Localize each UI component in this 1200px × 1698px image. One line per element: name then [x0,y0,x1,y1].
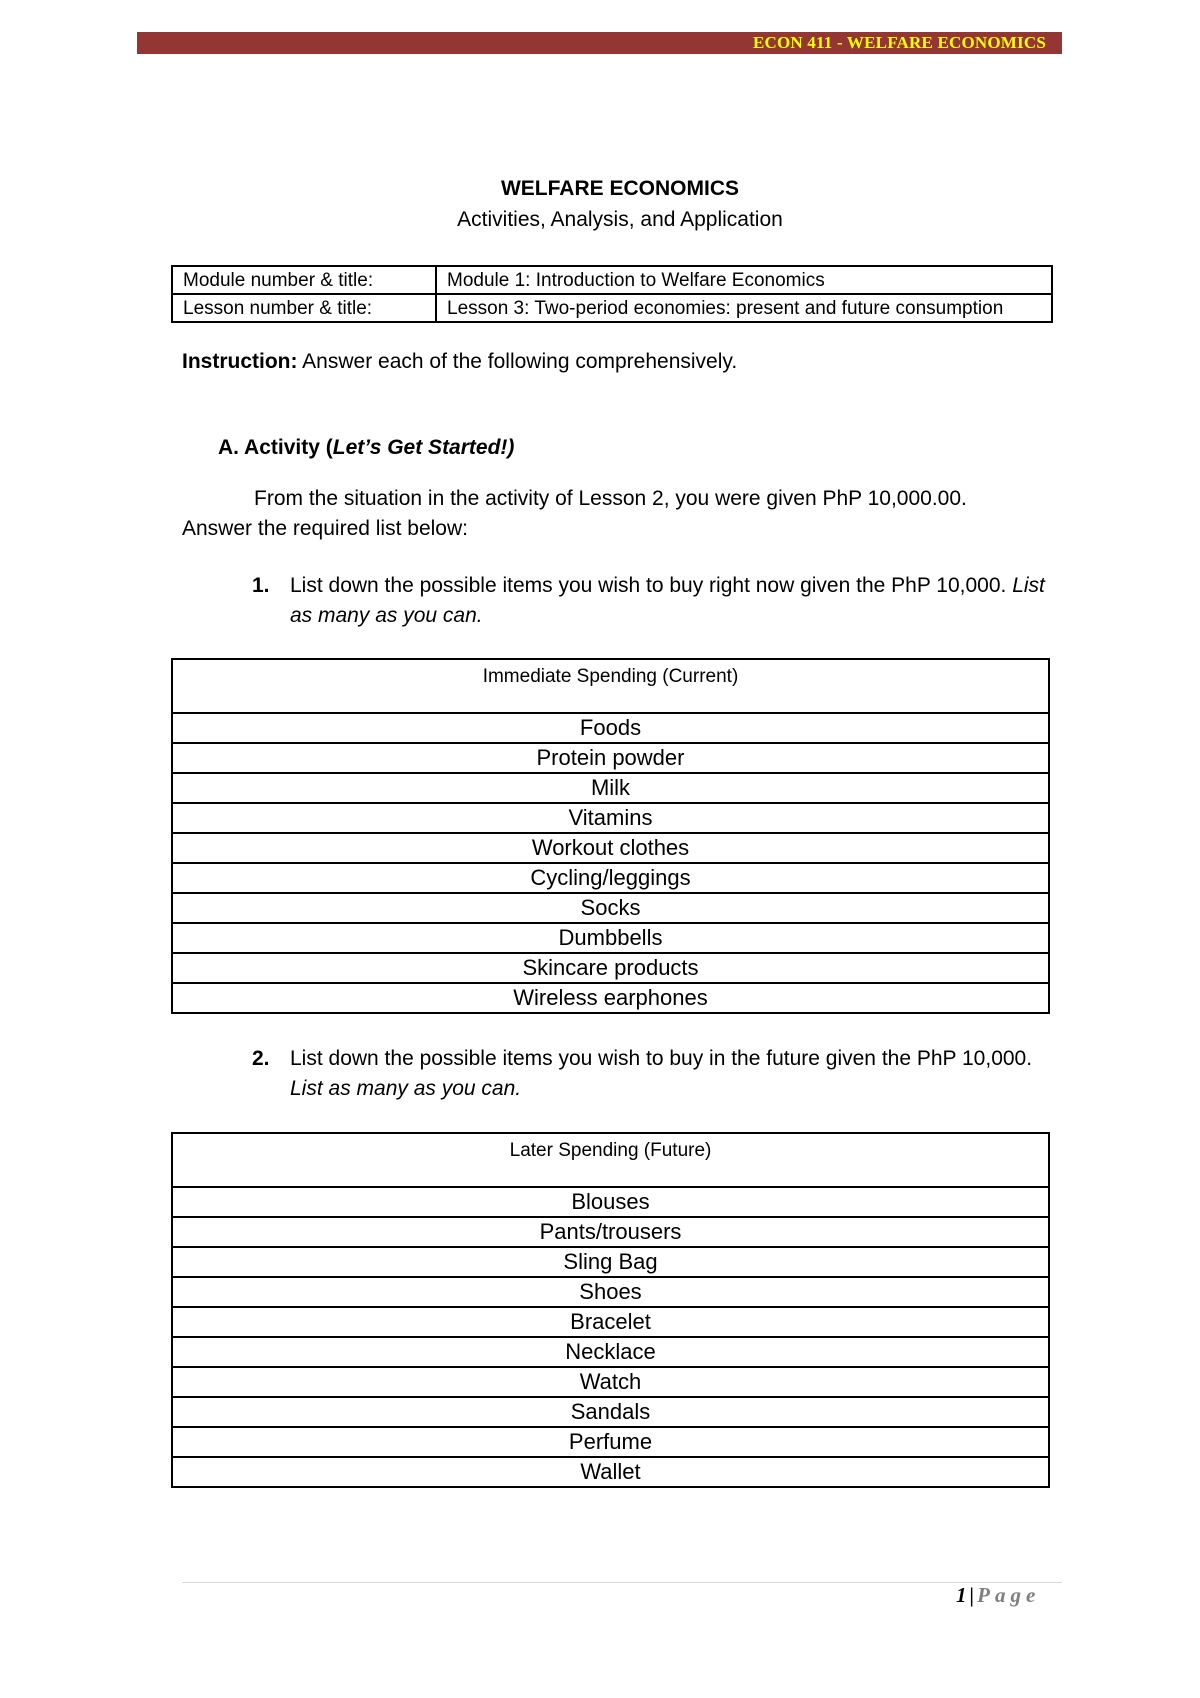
module-row [172,266,1052,294]
question-1-number: 1. [252,574,270,597]
lesson-value: Lesson 3: Two-period economies: present and future consumption [436,294,1052,322]
question-1 [252,571,1052,631]
future-item: Shoes [172,1277,1049,1307]
current-item: Dumbbells [172,923,1049,953]
future-item: Pants/trousers [172,1217,1049,1247]
lesson-label: Lesson number & title: [172,294,436,322]
future-item: Blouses [172,1187,1049,1217]
document-title: WELFARE ECONOMICS [500,177,739,200]
future-item: Perfume [172,1427,1049,1457]
instruction-text: Answer each of the following comprehensively. [297,350,738,373]
current-item: Milk [172,773,1049,803]
question-1-text [290,571,1052,631]
section-a-heading [218,436,514,460]
question-2-number: 2. [252,1047,270,1070]
current-spending-header: Immediate Spending (Current) [172,659,1049,713]
future-spending-table [171,1132,1050,1488]
module-label: Module number & title: [172,266,436,294]
question-2-body: List down the possible items you wish to buy in the future given the PhP 10,000. [290,1047,1033,1070]
current-item: Cycling/leggings [172,863,1049,893]
future-item: Necklace [172,1337,1049,1367]
lesson-row [172,294,1052,322]
question-2 [252,1044,1052,1104]
current-item: Foods [172,713,1049,743]
instruction-label: Instruction: [182,350,298,373]
page-number: 1 [956,1583,967,1607]
question-1-body: List down the possible items you wish to buy right now given the PhP 10,000. [290,574,1013,597]
current-item: Workout clothes [172,833,1049,863]
question-1-emphasis: List as many as you can. [290,574,1045,627]
section-a-prefix: A. Activity ( [218,436,333,459]
future-item: Bracelet [172,1307,1049,1337]
current-item: Wireless earphones [172,983,1049,1013]
current-item: Socks [172,893,1049,923]
future-item: Watch [172,1367,1049,1397]
question-2-text [290,1044,1052,1104]
future-item: Sandals [172,1397,1049,1427]
footer-divider [182,1582,1062,1583]
page-label: Page [977,1583,1041,1607]
intro-paragraph: From the situation in the activity of Lesson 2, you were given PhP 10,000.00. Answer the required list below: [182,487,967,540]
current-item: Vitamins [172,803,1049,833]
future-item: Sling Bag [172,1247,1049,1277]
module-info-table [171,265,1053,323]
future-spending-header: Later Spending (Future) [172,1133,1049,1187]
question-2-emphasis: List as many as you can. [290,1077,522,1100]
instruction [182,350,737,374]
section-a-title: Let’s Get Started!) [332,436,515,459]
header-bar [137,32,1062,54]
current-spending-table [171,658,1050,1014]
page-footer [956,1583,1040,1608]
page-separator: | [969,1583,975,1607]
document-subtitle: Activities, Analysis, and Application [457,208,783,231]
current-item: Skincare products [172,953,1049,983]
module-value: Module 1: Introduction to Welfare Economics [436,266,1052,294]
current-item: Protein powder [172,743,1049,773]
future-item: Wallet [172,1457,1049,1487]
course-header: ECON 411 - WELFARE ECONOMICS [752,33,1046,52]
